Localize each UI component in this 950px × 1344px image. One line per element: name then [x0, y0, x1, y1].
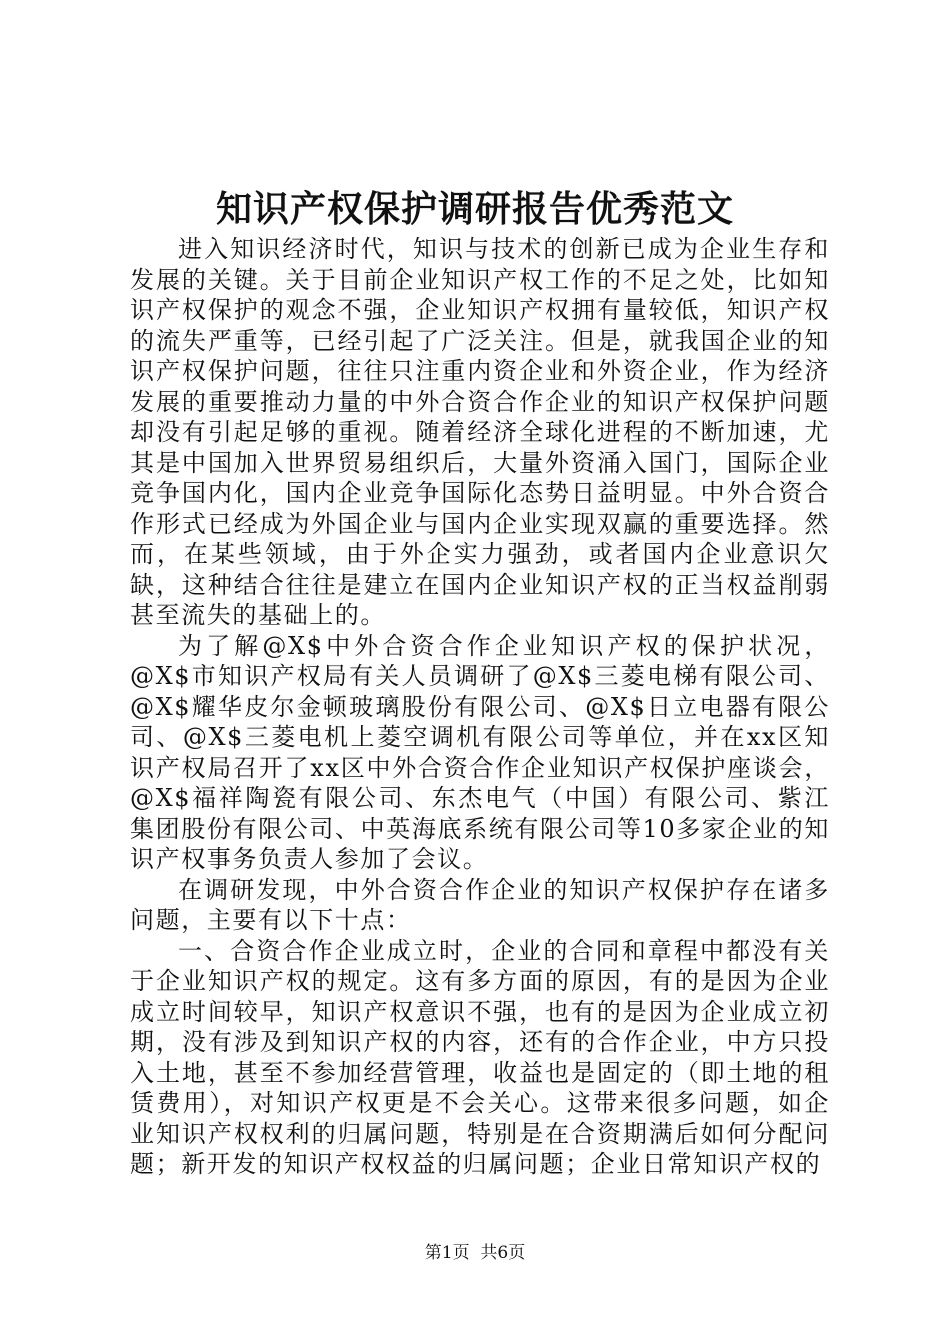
- document-title: 知识产权保护调研报告优秀范文: [215, 189, 734, 230]
- paragraph-point-one: 一、合资合作企业成立时，企业的合同和章程中都没有关于企业知识产权的规定。这有多方面的原因，有的是因为企业成立时间较早，知识产权意识不强，也有的是因为企业成立初期，没有涉及到知识产权的内容，还有的合作企业，中方只投入土地，甚至不参加经营管理，收益也是固定的（即土地的租赁费用），对知识产权更是不会关心。这带来很多问题，如企业知识产权权利的归属问题，特别是在合资期满后如何分配问题；新开发的知识产权权益的归属问题；企业日常知识产权的: [130, 936, 830, 1178]
- page-number-footer: 第1页 共6页: [424, 1243, 526, 1263]
- document-body: [130, 234, 830, 1180]
- paragraph-findings: 在调研发现，中外合资合作企业的知识产权保护存在诸多问题，主要有以下十点：: [130, 875, 830, 934]
- paragraph-survey: 为了解@X$中外合资合作企业知识产权的保护状况，@X$市知识产权局有关人员调研了@X$三菱电梯有限公司、@X$耀华皮尔金顿玻璃股份有限公司、@X$日立电器有限公司、@X$三菱电机上菱空调机有限公司等单位，并在xx区知识产权局召开了xx区中外合资合作企业知识产权保护座谈会，@X$福祥陶瓷有限公司、东杰电气（中国）有限公司、紫江集团股份有限公司、中英海底系统有限公司等10多家企业的知识产权事务负责人参加了会议。: [130, 631, 830, 873]
- paragraph-intro: 进入知识经济时代，知识与技术的创新已成为企业生存和发展的关键。关于目前企业知识产权工作的不足之处，比如知识产权保护的观念不强，企业知识产权拥有量较低，知识产权的流失严重等，已经引起了广泛关注。但是，就我国企业的知识产权保护问题，往往只注重内资企业和外资企业，作为经济发展的重要推动力量的中外合资合作企业的知识产权保护问题却没有引起足够的重视。随着经济全球化进程的不断加速，尤其是中国加入世界贸易组织后，大量外资涌入国门，国际企业竞争国内化，国内企业竞争国际化态势日益明显。中外合资合作形式已经成为外国企业与国内企业实现双赢的重要选择。然而，在某些领域，由于外企实力强劲，或者国内企业意识欠缺，这种结合往往是建立在国内企业知识产权的正当权益削弱甚至流失的基础上的。: [130, 235, 830, 629]
